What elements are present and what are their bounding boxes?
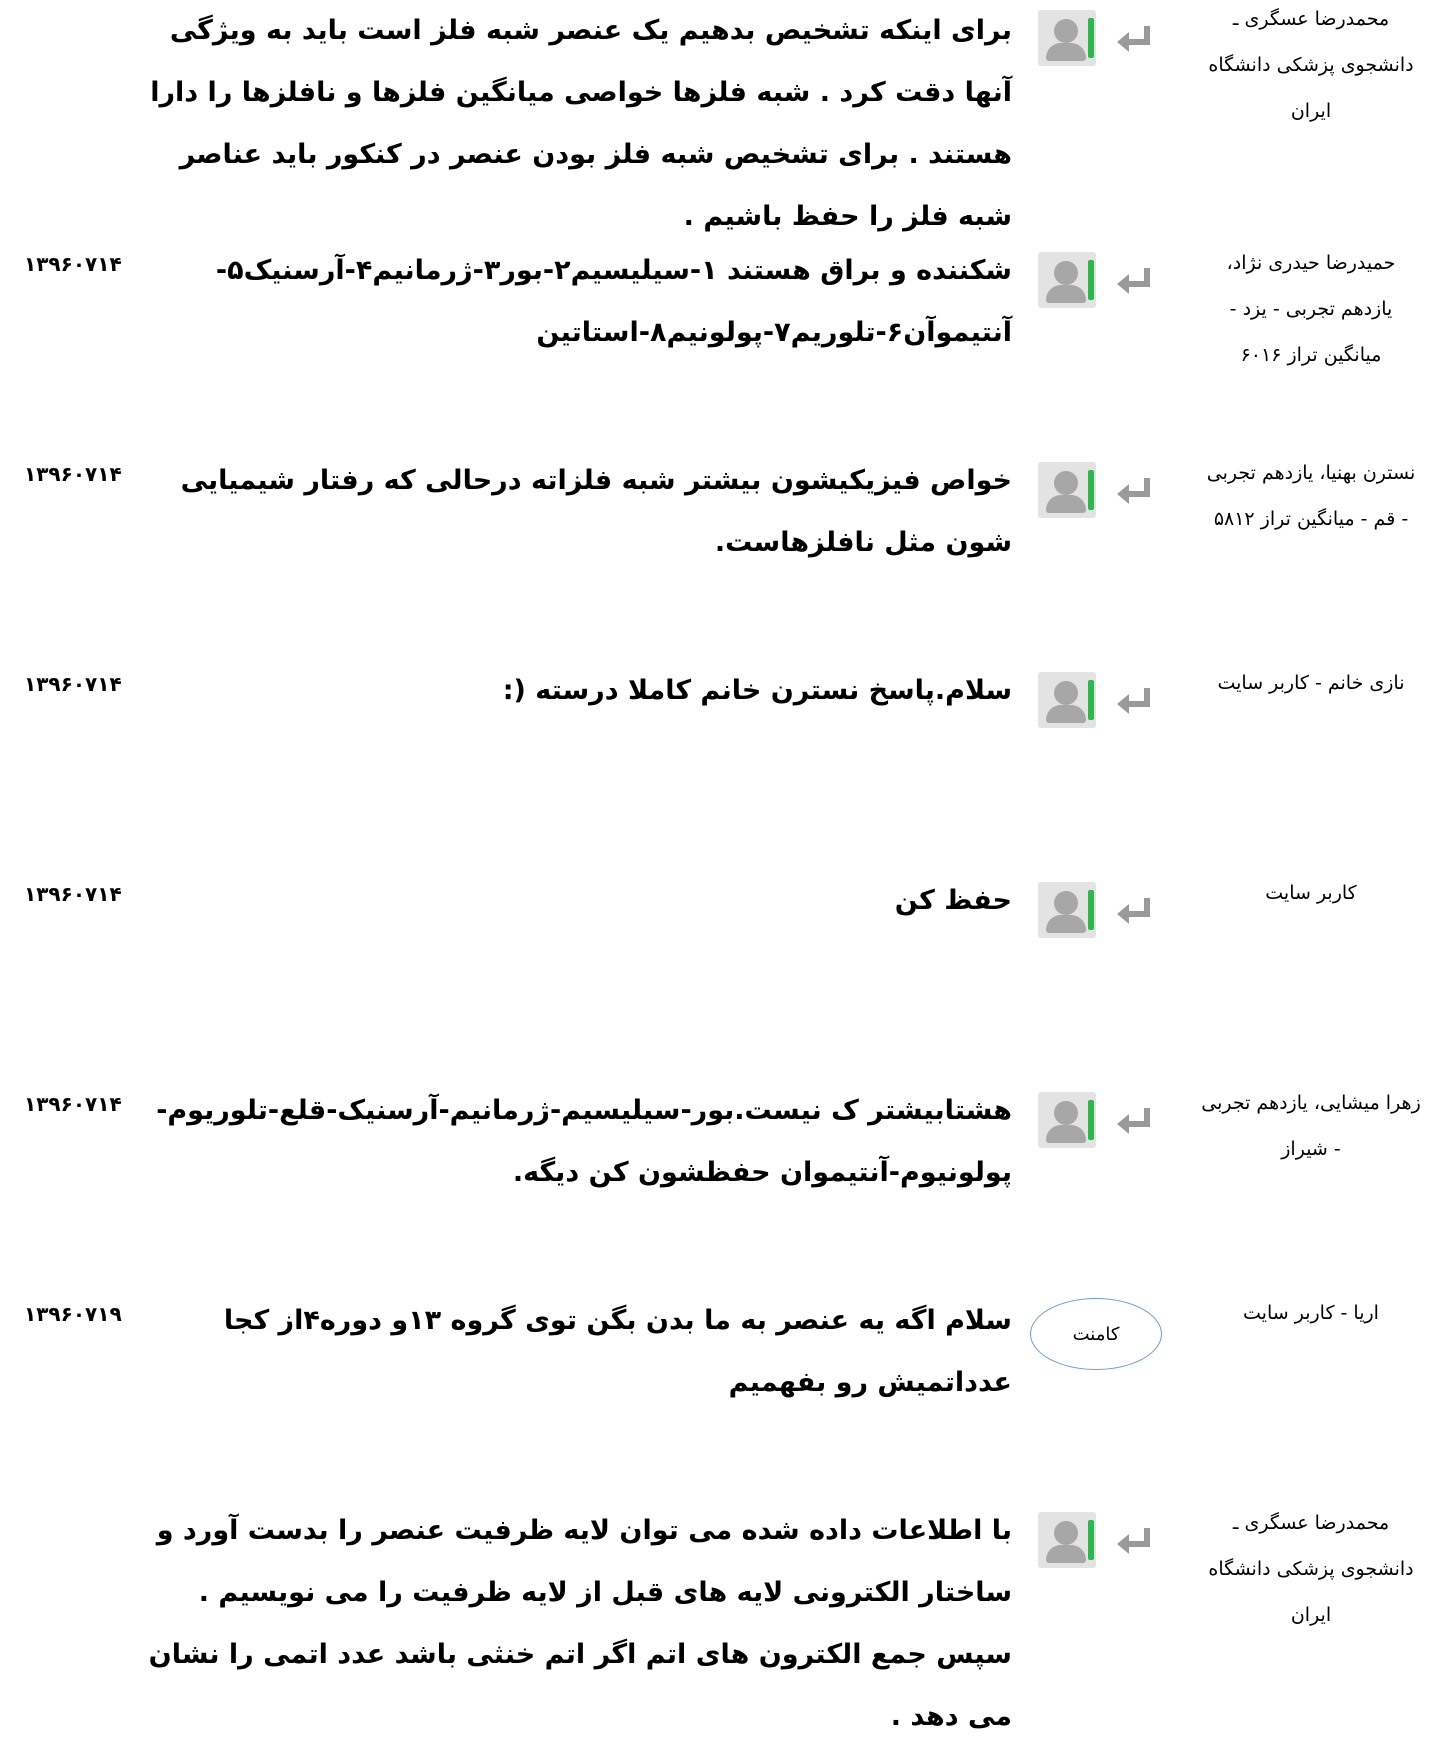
avatar-body: [1046, 1125, 1086, 1143]
avatar: [1038, 462, 1096, 518]
avatar-body: [1046, 915, 1086, 933]
reply-icon[interactable]: [1115, 474, 1155, 510]
avatar: [1038, 1092, 1096, 1148]
author-line: نازی خانم - کاربر سایت: [1217, 672, 1405, 694]
avatar-head: [1054, 681, 1078, 705]
avatar-body: [1046, 285, 1086, 303]
status-bar: [1088, 680, 1094, 720]
comment-date: ۱۳۹۶۰۷۱۹: [24, 1302, 122, 1326]
comment-author: [1190, 450, 1432, 542]
comment-date: ۱۳۹۶۰۷۱۴: [24, 462, 122, 486]
avatar-head: [1054, 261, 1078, 285]
avatar-body: [1046, 43, 1086, 61]
reply-icon[interactable]: [1115, 1104, 1155, 1140]
comment-author: [1190, 870, 1432, 916]
author-line: محمدرضا عسگری ـ: [1232, 1512, 1390, 1534]
author-line: ایران: [1290, 1604, 1332, 1626]
author-line: میانگین تراز ۶۰۱۶: [1240, 344, 1382, 366]
comment-text: هشتابیشتر ک نیست.بور-سیلیسیم-ژرمانیم-آرسنیک-قلع-تلوریوم-پولونیوم-آنتیموان حفظشون کن دیگه.: [156, 1095, 1012, 1188]
status-bar: [1088, 18, 1094, 58]
reply-icon[interactable]: [1115, 684, 1155, 720]
comment-text: شکننده و براق هستند ۱-سیلیسیم۲-بور۳-ژرمانیم۴-آرسنیک۵-آنتیموآن۶-تلوریم۷-پولونیم۸-استاتین: [215, 255, 1012, 348]
author-line: کاربر سایت: [1265, 882, 1357, 904]
author-line: دانشجوی پزشکی دانشگاه: [1208, 1558, 1414, 1580]
comment-date: ۱۳۹۶۰۷۱۴: [24, 672, 122, 696]
comment-author: [1190, 1500, 1432, 1638]
avatar-head: [1054, 471, 1078, 495]
status-bar: [1088, 470, 1094, 510]
author-line: یازدهم تجربی - یزد -: [1229, 298, 1393, 320]
author-line: حمیدرضا حیدری نژاد،: [1226, 252, 1396, 274]
author-line: زهرا میشایی، یازدهم تجربی: [1201, 1092, 1421, 1114]
avatar: [1038, 672, 1096, 728]
comment-text: با اطلاعات داده شده می توان لایه ظرفیت عنصر را بدست آورد و ساختار الکترونی لایه های قبل از لایه ظرفیت را می نویسیم . سپس جمع الکترون های اتم اگر اتم خنثی باشد عدد اتمی را نشان می دهد .: [148, 1515, 1012, 1732]
avatar-head: [1054, 891, 1078, 915]
avatar: [1038, 252, 1096, 308]
status-bar: [1088, 890, 1094, 930]
avatar-body: [1046, 705, 1086, 723]
comment-text: سلام اگه یه عنصر به ما بدن بگن توی گروه ۱۳و دوره۴از کجا عدداتمیش رو بفهمیم: [223, 1305, 1012, 1398]
comment-date: ۱۳۹۶۰۷۱۴: [24, 252, 122, 276]
comment-date: ۱۳۹۶۰۷۱۴: [24, 1092, 122, 1116]
comment-date: ۱۳۹۶۰۷۱۴: [24, 882, 122, 906]
author-line: ایران: [1290, 100, 1332, 122]
status-bar: [1088, 260, 1094, 300]
comment-text: خواص فیزیکیشون بیشتر شبه فلزاته درحالی که رفتار شیمیایی شون مثل نافلزهاست.: [180, 465, 1012, 558]
author-line: نسترن بهنیا، یازدهم تجربی: [1206, 462, 1416, 484]
avatar: [1038, 1512, 1096, 1568]
author-line: اریا - کاربر سایت: [1243, 1302, 1379, 1324]
author-line: - شیراز: [1281, 1138, 1341, 1160]
avatar-head: [1054, 1101, 1078, 1125]
comment-author: [1190, 1290, 1432, 1336]
comment-author: [1190, 660, 1432, 706]
avatar: [1038, 882, 1096, 938]
reply-icon[interactable]: [1115, 22, 1155, 58]
comment-author: [1190, 1080, 1432, 1172]
reply-icon[interactable]: [1115, 894, 1155, 930]
avatar-head: [1054, 19, 1078, 43]
comment-author: [1190, 240, 1432, 378]
avatar-body: [1046, 1545, 1086, 1563]
comment-text: برای اینکه تشخیص بدهیم یک عنصر شبه فلز است باید به ویژگی آنها دقت کرد . شبه فلزها خواصی میانگین فلزها و نافلزها را دارا هستند . برای تشخیص شبه فلز بودن عنصر در کنکور باید عناصر شبه فلز را حفظ باشیم .: [150, 15, 1012, 232]
comment-button[interactable]: کامنت: [1030, 1298, 1162, 1370]
avatar-body: [1046, 495, 1086, 513]
author-line: - قم - میانگین تراز ۵۸۱۲: [1213, 508, 1409, 530]
comment-author: [1190, 0, 1432, 134]
reply-icon[interactable]: [1115, 264, 1155, 300]
author-line: دانشجوی پزشکی دانشگاه: [1208, 54, 1414, 76]
author-line: محمدرضا عسگری ـ: [1232, 8, 1390, 30]
status-bar: [1088, 1100, 1094, 1140]
reply-icon[interactable]: [1115, 1524, 1155, 1560]
comment-text: حفظ کن: [894, 885, 1012, 916]
status-bar: [1088, 1520, 1094, 1560]
avatar-head: [1054, 1521, 1078, 1545]
avatar: [1038, 10, 1096, 66]
comment-text: سلام.پاسخ نسترن خانم کاملا درسته (:: [502, 675, 1012, 706]
